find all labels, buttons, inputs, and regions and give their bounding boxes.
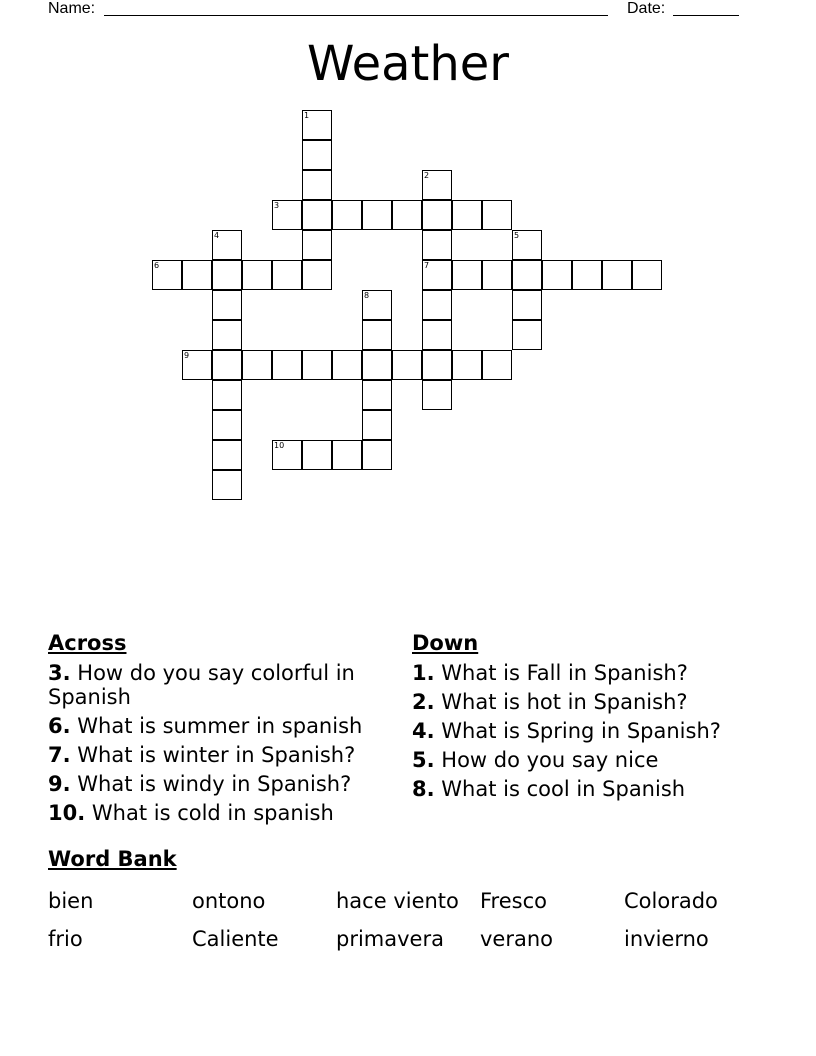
grid-cell[interactable] <box>302 200 332 230</box>
grid-cell[interactable] <box>212 410 242 440</box>
grid-cell[interactable] <box>602 260 632 290</box>
grid-cell[interactable] <box>272 200 302 230</box>
word-bank-item: Caliente <box>192 927 279 951</box>
grid-cell[interactable] <box>452 200 482 230</box>
grid-cell[interactable] <box>302 170 332 200</box>
date-label: Date: <box>627 0 666 17</box>
grid-cell[interactable] <box>362 380 392 410</box>
clue-down-4: 4. What is Spring in Spanish? <box>412 719 721 743</box>
clue-across-3: 3. How do you say colorful in Spanish <box>48 661 355 709</box>
grid-cell[interactable] <box>362 320 392 350</box>
word-bank-item: primavera <box>336 927 444 951</box>
name-label: Name: <box>48 0 96 17</box>
grid-cell[interactable] <box>392 200 422 230</box>
grid-cell[interactable] <box>212 230 242 260</box>
clue-number: 7 <box>424 261 430 270</box>
clue-across-10: 10. What is cold in spanish <box>48 801 334 825</box>
word-bank-item: Colorado <box>624 889 718 913</box>
grid-cell[interactable] <box>392 350 422 380</box>
grid-cell[interactable] <box>482 200 512 230</box>
grid-cell[interactable] <box>362 410 392 440</box>
grid-cell[interactable] <box>422 260 452 290</box>
word-bank-item: frio <box>48 927 83 951</box>
clue-number: 5 <box>514 231 520 240</box>
word-bank-item: verano <box>480 927 554 951</box>
across-clues <box>48 630 388 825</box>
grid-cell[interactable] <box>422 380 452 410</box>
grid-cell[interactable] <box>302 230 332 260</box>
grid-cell[interactable] <box>362 350 392 380</box>
grid-cell[interactable] <box>422 320 452 350</box>
grid-cell[interactable] <box>272 260 302 290</box>
clue-number: 9 <box>184 351 190 360</box>
word-bank <box>48 846 768 958</box>
clue-down-8: 8. What is cool in Spanish <box>412 777 686 801</box>
grid-cell[interactable] <box>452 260 482 290</box>
grid-cell[interactable] <box>302 260 332 290</box>
clue-number: 10 <box>274 441 285 450</box>
grid-cell[interactable] <box>422 170 452 200</box>
clue-number: 1 <box>304 111 310 120</box>
grid-cell[interactable] <box>302 140 332 170</box>
grid-cell[interactable] <box>512 230 542 260</box>
grid-cell[interactable] <box>632 260 662 290</box>
grid-cell[interactable] <box>212 470 242 500</box>
grid-cell[interactable] <box>212 290 242 320</box>
clue-number: 3 <box>274 201 280 210</box>
word-bank-heading: Word Bank <box>48 847 177 871</box>
clue-down-5: 5. How do you say nice <box>412 748 659 772</box>
grid-cell[interactable] <box>152 260 182 290</box>
grid-cell[interactable] <box>242 350 272 380</box>
grid-cell[interactable] <box>182 260 212 290</box>
grid-cell[interactable] <box>512 260 542 290</box>
clue-across-6: 6. What is summer in spanish <box>48 714 363 738</box>
grid-cell[interactable] <box>542 260 572 290</box>
page-title: Weather <box>306 36 510 92</box>
grid-cell[interactable] <box>362 200 392 230</box>
grid-cell[interactable] <box>212 260 242 290</box>
down-heading: Down <box>412 631 479 655</box>
word-bank-item: ontono <box>192 889 266 913</box>
grid-cell[interactable] <box>302 440 332 470</box>
clue-across-9: 9. What is windy in Spanish? <box>48 772 352 796</box>
grid-cell[interactable] <box>422 290 452 320</box>
grid-cell[interactable] <box>422 350 452 380</box>
clue-number: 2 <box>424 171 430 180</box>
grid-cell[interactable] <box>212 350 242 380</box>
grid-cell[interactable] <box>422 200 452 230</box>
crossword-grid <box>0 0 816 520</box>
grid-cell[interactable] <box>272 440 302 470</box>
grid-cell[interactable] <box>362 440 392 470</box>
down-clues <box>412 630 772 801</box>
grid-cell[interactable] <box>572 260 602 290</box>
grid-cell[interactable] <box>302 110 332 140</box>
clue-number: 8 <box>364 291 370 300</box>
word-bank-item: hace viento <box>336 889 459 913</box>
grid-cell[interactable] <box>332 440 362 470</box>
grid-cell[interactable] <box>212 440 242 470</box>
grid-cell[interactable] <box>182 350 212 380</box>
grid-cell[interactable] <box>482 350 512 380</box>
clue-number: 6 <box>154 261 160 270</box>
across-heading: Across <box>48 631 127 655</box>
grid-cell[interactable] <box>422 230 452 260</box>
clue-down-2: 2. What is hot in Spanish? <box>412 690 688 714</box>
clue-across-7: 7. What is winter in Spanish? <box>48 743 356 767</box>
grid-cell[interactable] <box>452 350 482 380</box>
word-bank-item: bien <box>48 889 94 913</box>
clue-number: 4 <box>214 231 220 240</box>
grid-cell[interactable] <box>302 350 332 380</box>
grid-cell[interactable] <box>482 260 512 290</box>
grid-cell[interactable] <box>512 290 542 320</box>
grid-cell[interactable] <box>212 380 242 410</box>
grid-cell[interactable] <box>332 350 362 380</box>
grid-cell[interactable] <box>512 320 542 350</box>
grid-cell[interactable] <box>242 260 272 290</box>
grid-cell[interactable] <box>272 350 302 380</box>
grid-cell[interactable] <box>362 290 392 320</box>
word-bank-list <box>48 882 768 958</box>
grid-cell[interactable] <box>212 320 242 350</box>
word-bank-item: Fresco <box>480 889 547 913</box>
grid-cell[interactable] <box>332 200 362 230</box>
clue-down-1: 1. What is Fall in Spanish? <box>412 661 688 685</box>
word-bank-item: invierno <box>624 927 709 951</box>
